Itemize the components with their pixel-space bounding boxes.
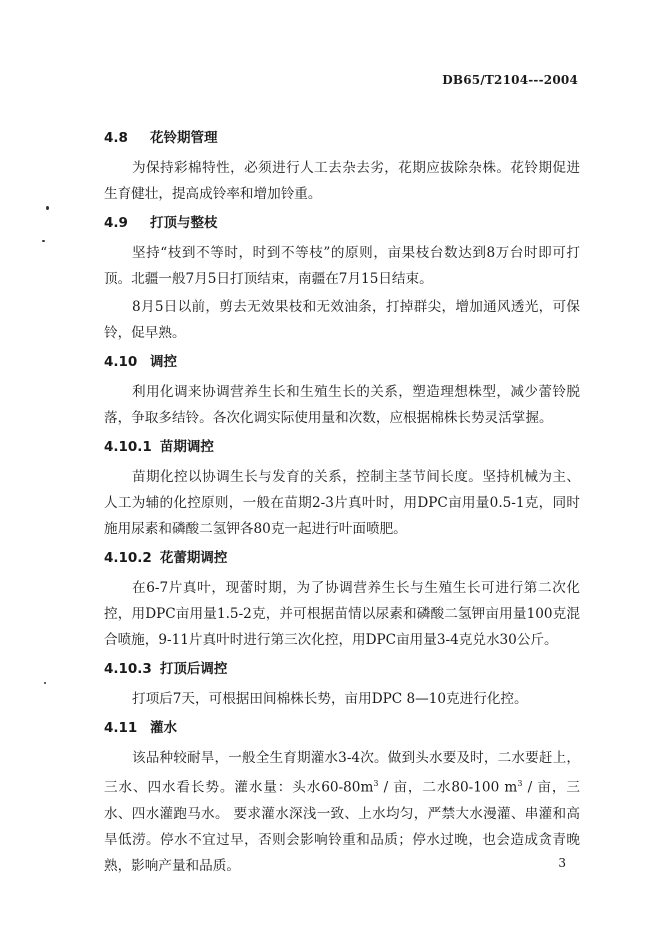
section-title: 苗期调控 <box>159 439 214 455</box>
superscript: 3 <box>373 779 379 788</box>
paragraph: 坚持“枝到不等时，时到不等枝”的原则，亩果枝台数达到8万台时即可打顶。北疆一般7月5日打顶结束，南疆在7月15日结束。 <box>104 245 580 287</box>
section-heading <box>104 547 580 569</box>
scan-speck <box>42 240 45 242</box>
page-number: 3 <box>558 856 566 870</box>
section-title: 花蕾期调控 <box>159 550 228 566</box>
section-heading <box>104 127 580 149</box>
scan-speck <box>46 206 49 210</box>
text-run: 该品种较耐旱，一般全生育期灌水3-4次。做到头水要及时，二水要赶上，三水、四水看长势。灌水量：头水60-80m <box>104 750 580 796</box>
section-title: 打顶后调控 <box>159 661 228 677</box>
section-number: 4.10.2 <box>104 550 152 566</box>
irrigation-paragraph <box>104 745 580 879</box>
section-heading <box>104 436 580 458</box>
paragraph: 在6-7片真叶，现蕾时期，为了协调营养生长与生殖生长可进行第二次化控，用DPC亩用量1.5-2克，并可根据苗情以尿素和磷酸二氢钾亩用量100克混合喷施，9-11片真叶时进行第三次化控，用DPC亩用量3-4克兑水30公斤。 <box>104 580 580 648</box>
section-4-10-2 <box>104 547 580 653</box>
section-title: 调控 <box>150 354 177 370</box>
section-number: 4.8 <box>104 130 128 146</box>
section-4-10-1 <box>104 436 580 542</box>
paragraph: 打项后7天，可根据田间棉株长势，亩用DPC 8—10克进行化控。 <box>132 691 528 707</box>
section-4-10-3 <box>104 658 580 712</box>
section-4-9 <box>104 212 580 346</box>
section-4-10 <box>104 351 580 431</box>
section-number: 4.10.3 <box>104 661 152 677</box>
section-title: 灌水 <box>150 720 177 736</box>
section-number: 4.11 <box>104 720 138 736</box>
section-4-11 <box>104 717 580 879</box>
paragraph: 利用化调来协调营养生长和生殖生长的关系，塑造理想株型，减少蕾铃脱落，争取多结铃。各次化调实际使用量和次数，应根据棉株长势灵活掌握。 <box>104 384 580 426</box>
section-title: 花铃期管理 <box>150 130 218 146</box>
section-title: 打顶与整枝 <box>150 215 218 231</box>
section-number: 4.10.1 <box>104 439 152 455</box>
paragraph: 8月5日以前，剪去无效果枝和无效油条，打掉群尖，增加通风透光，可保铃，促早熟。 <box>104 299 580 341</box>
section-heading <box>104 717 580 739</box>
document-body <box>104 122 580 881</box>
section-heading <box>104 658 580 680</box>
superscript: 3 <box>517 779 523 788</box>
paragraph: 为保持彩棉特性，必须进行人工去杂去劣，花期应拔除杂株。花铃期促进生育健壮，提高成铃率和增加铃重。 <box>104 160 580 202</box>
section-number: 4.10 <box>104 354 138 370</box>
document-code: DB65/T2104---2004 <box>442 73 578 87</box>
paragraph: 苗期化控以协调生长与发育的关系，控制主茎节间长度。坚持机械为主、人工为辅的化控原则，一般在苗期2-3片真叶时，用DPC亩用量0.5-1克，同时施用尿素和磷酸二氢钾各80克一起进行叶面喷肥。 <box>104 469 580 537</box>
section-heading <box>104 351 580 373</box>
section-number: 4.9 <box>104 215 128 231</box>
scan-speck <box>44 682 46 684</box>
text-run: / 亩，二水80-100 m <box>378 779 518 796</box>
section-heading <box>104 212 580 234</box>
text-run: / 亩，三水、四水灌跑马水。 要求灌水深浅一致、上水均匀，严禁大水漫灌、串灌和高旱低涝。停水不宜过早，否则会影响铃重和品质；停水过晚，也会造成贪青晚熟，影响产量和品质。 <box>104 779 580 874</box>
section-4-8 <box>104 127 580 207</box>
